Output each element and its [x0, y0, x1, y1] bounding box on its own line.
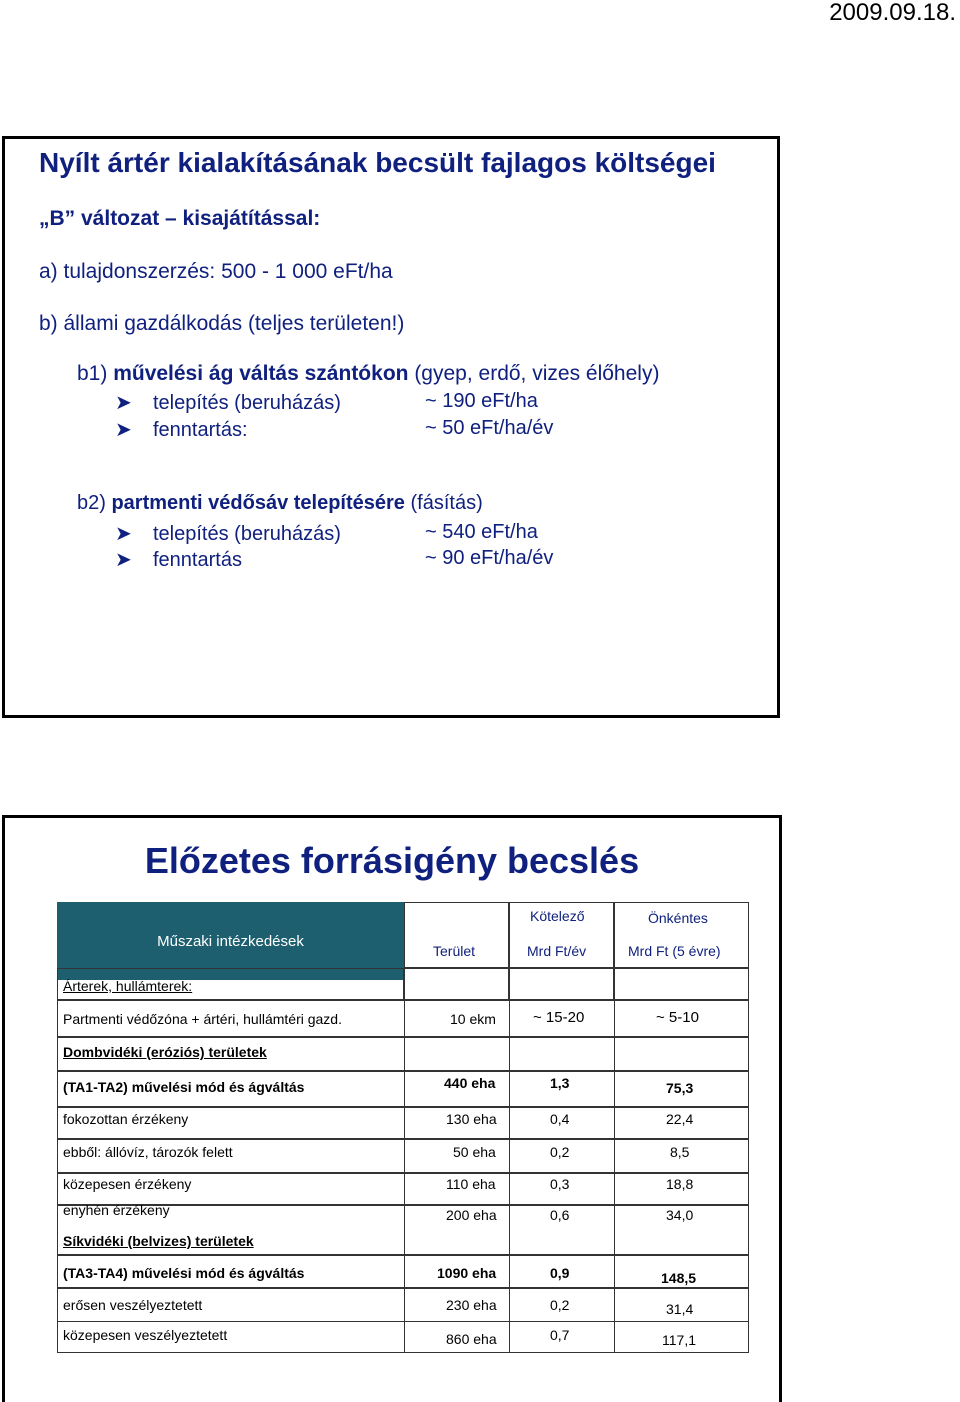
row-voluntary: 31,4 — [666, 1301, 694, 1317]
slide1-title: Nyílt ártér kialakításának becsült fajlagos költségei — [39, 147, 716, 178]
row-area: 200 eha — [446, 1207, 497, 1223]
row-label: (TA1-TA2) művelési mód és ágváltás — [63, 1079, 305, 1095]
row-mandatory: 0,2 — [550, 1297, 570, 1313]
row-voluntary: 75,3 — [666, 1080, 694, 1096]
slide2-title: Előzetes forrásigény becslés — [144, 840, 640, 881]
header-voluntary-top: Önkéntes — [648, 910, 708, 926]
arrowhead-bullet-icon: ➤ — [115, 419, 132, 441]
row-voluntary: ~ 5-10 — [656, 1009, 699, 1026]
b2-row-2 — [115, 547, 242, 572]
b1-row-2-label: fenntartás: — [153, 419, 248, 441]
row-mandatory: 0,6 — [550, 1207, 570, 1223]
row-mandatory: 1,3 — [550, 1075, 570, 1091]
row-voluntary: 34,0 — [666, 1207, 694, 1223]
b2-row-1 — [115, 521, 341, 546]
header-area: Terület — [433, 943, 476, 959]
row-label: közepesen veszélyeztetett — [63, 1327, 228, 1343]
b1-row-1-value: ~ 190 eFt/ha — [425, 390, 538, 412]
row-label: erősen veszélyeztetett — [63, 1297, 203, 1313]
row-mandatory: 0,2 — [550, 1144, 570, 1160]
b2-suffix: (fásítás) — [404, 492, 483, 514]
row-voluntary: 8,5 — [670, 1144, 690, 1160]
b2-row-1-value: ~ 540 eFt/ha — [425, 521, 538, 543]
header-measures-label: Műszaki intézkedések — [157, 932, 304, 950]
row-area: 110 eha — [446, 1176, 496, 1192]
row-area: 230 eha — [446, 1297, 497, 1313]
col-line — [509, 968, 510, 1353]
row-cell — [614, 968, 749, 1000]
b2-bold: partmenti védősáv telepítésére — [111, 492, 405, 514]
row-area: 10 ekm — [450, 1011, 496, 1027]
row-voluntary: 117,1 — [662, 1332, 696, 1348]
header-mandatory-bottom: Mrd Ft/év — [527, 943, 587, 959]
row-label: ebből: állóvíz, tározók felett — [63, 1144, 233, 1160]
item-b: b) állami gazdálkodás (teljes területen!) — [39, 312, 405, 335]
b1-row-1 — [115, 390, 341, 415]
row-area: 130 eha — [446, 1111, 497, 1127]
row-label: (TA3-TA4) művelési mód és ágváltás — [63, 1265, 305, 1281]
col-line — [614, 968, 615, 1353]
row-area: 1090 eha — [437, 1265, 497, 1281]
item-b1 — [77, 362, 659, 386]
row-label: Partmenti védőzóna + ártéri, hullámtéri gazd. — [63, 1011, 342, 1027]
row-label: enyhén érzékeny — [63, 1202, 170, 1218]
row-area: 50 eha — [453, 1144, 496, 1160]
row-mandatory: 0,4 — [550, 1111, 570, 1127]
row-label: közepesen érzékeny — [63, 1176, 192, 1192]
b2-row-1-label: telepítés (beruházás) — [153, 523, 341, 545]
row-voluntary: 22,4 — [666, 1111, 694, 1127]
b1-suffix: (gyep, erdő, vizes élőhely) — [408, 362, 660, 385]
row-area: 860 eha — [446, 1331, 497, 1347]
b1-row-1-label: telepítés (beruházás) — [153, 392, 341, 414]
b1-bold: művelési ág váltás szántókon — [113, 362, 409, 385]
row-mandatory: 0,3 — [550, 1176, 570, 1192]
item-b2 — [77, 492, 483, 515]
header-voluntary-bottom: Mrd Ft (5 évre) — [628, 943, 721, 959]
item-a: a) tulajdonszerzés: 500 - 1 000 eFt/ha — [39, 260, 393, 283]
b1-row-2 — [115, 417, 248, 442]
row-voluntary: 148,5 — [661, 1270, 697, 1286]
b2-prefix: b2) — [77, 492, 112, 514]
row-label: Síkvidéki (belvizes) területek — [63, 1233, 254, 1249]
arrowhead-bullet-icon: ➤ — [115, 392, 132, 414]
b2-row-2-value: ~ 90 eFt/ha/év — [425, 547, 554, 569]
row-mandatory: 0,9 — [550, 1265, 570, 1281]
row-label: fokozottan érzékeny — [63, 1111, 189, 1127]
row-cell — [404, 968, 509, 1000]
arrowhead-bullet-icon: ➤ — [115, 549, 132, 571]
variant-heading: „B” változat – kisajátítással: — [39, 207, 321, 230]
b1-prefix: b1) — [77, 362, 114, 385]
slide-funding-estimate — [2, 815, 782, 1402]
b1-row-2-value: ~ 50 eFt/ha/év — [425, 417, 554, 439]
row-label: Árterek, hullámterek: — [63, 978, 193, 994]
row-voluntary: 18,8 — [666, 1176, 694, 1192]
row-label: Dombvidéki (eróziós) területek — [63, 1044, 267, 1060]
b2-row-2-label: fenntartás — [153, 549, 242, 571]
row-mandatory: 0,7 — [550, 1327, 570, 1343]
arrowhead-bullet-icon: ➤ — [115, 523, 132, 545]
slide-cost-estimate — [2, 136, 780, 718]
row-mandatory: ~ 15-20 — [533, 1009, 585, 1026]
col-line — [404, 968, 405, 1353]
date-stamp: 2009.09.18. — [829, 0, 956, 26]
header-mandatory-top: Kötelező — [530, 908, 585, 924]
row-cell — [509, 968, 614, 1000]
row-area: 440 eha — [444, 1075, 496, 1091]
